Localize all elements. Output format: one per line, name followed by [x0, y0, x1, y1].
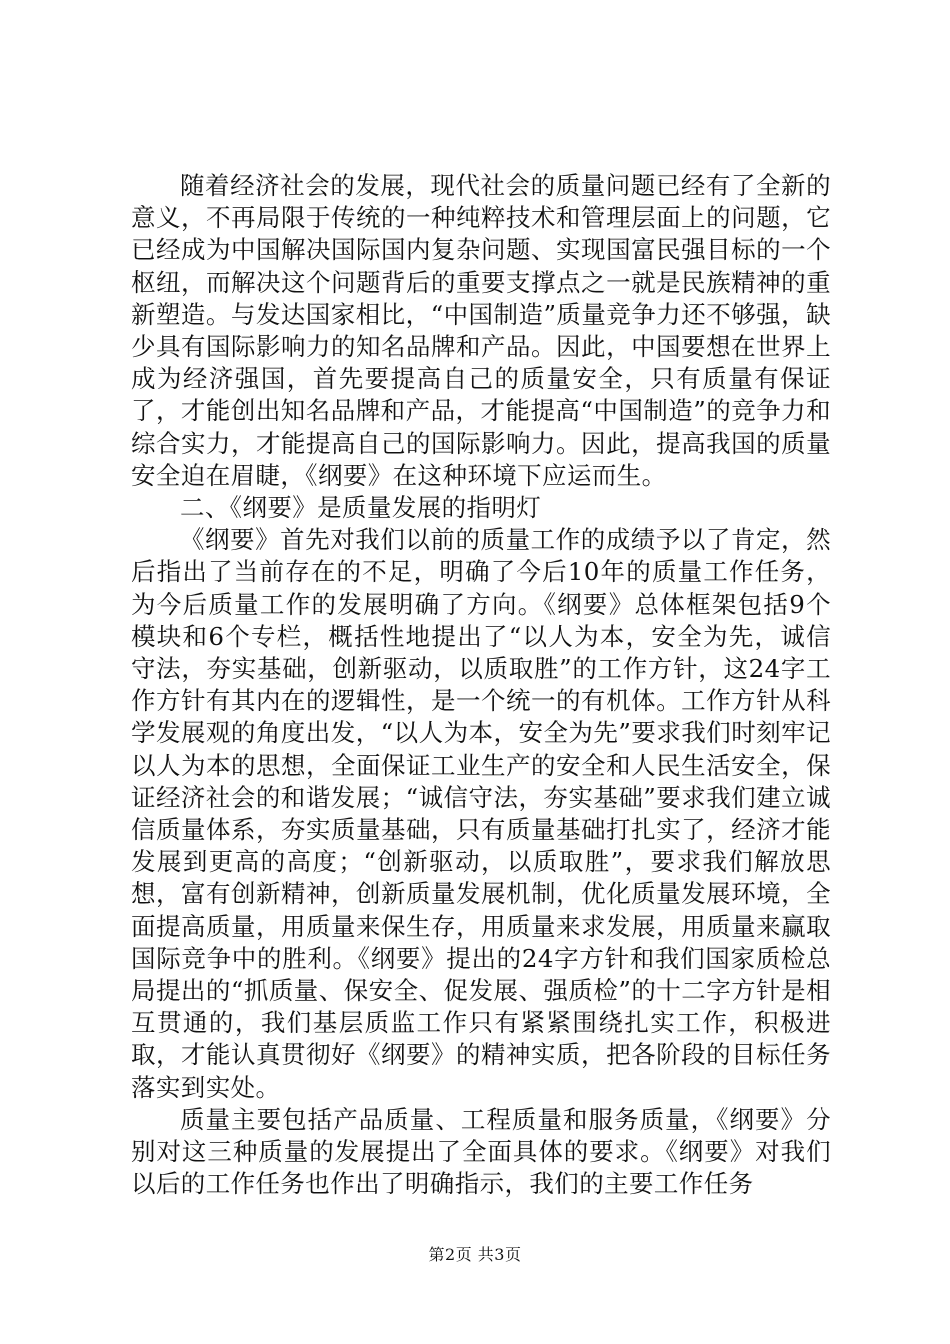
paragraph-outline: 《纲要》首先对我们以前的质量工作的成绩予以了肯定，然后指出了当前存在的不足，明确了今后10年的质量工作任务，为今后质量工作的发展明确了方向。《纲要》总体框架包括9个模块和6个专栏，概括性地提出了“以人为本，安全为先，诚信守法，夯实基础，创新驱动，以质取胜”的工作方针，这24字工作方针有其内在的逻辑性，是一个统一的有机体。工作方针从科学发展观的角度出发，“以人为本，安全为先”要求我们时刻牢记以人为本的思想，全面保证工业生产的安全和人民生活安全，保证经济社会的和谐发展；“诚信守法，夯实基础”要求我们建立诚信质量体系，夯实质量基础，只有质量基础打扎实了，经济才能发展到更高的高度；“创新驱动，以质取胜”，要求我们解放思想，富有创新精神，创新质量发展机制，优化质量发展环境，全面提高质量，用质量来保生存，用质量来求发展，用质量来赢取国际竞争中的胜利。《纲要》提出的24字方针和我们国家质检总局提出的“抓质量、保安全、促发展、强质检”的十二字方针是相互贯通的，我们基层质监工作只有紧紧围绕扎实工作，积极进取，才能认真贯彻好《纲要》的精神实质，把各阶段的目标任务落实到实处。: [131, 525, 831, 1102]
page-number-footer: 第2页 共3页: [428, 1245, 522, 1264]
document-body: [131, 170, 831, 1201]
paragraph-intro: 随着经济社会的发展，现代社会的质量问题已经有了全新的意义，不再局限于传统的一种纯粹技术和管理层面上的问题，它已经成为中国解决国际国内复杂问题、实现国富民强目标的一个枢纽，而解决这个问题背后的重要支撑点之一就是民族精神的重新塑造。与发达国家相比，“中国制造”质量竞争力还不够强，缺少具有国际影响力的知名品牌和产品。因此，中国要想在世界上成为经济强国，首先要提高自己的质量安全，只有质量有保证了，才能创出知名品牌和产品，才能提高“中国制造”的竞争力和综合实力，才能提高自己的国际影响力。因此，提高我国的质量安全迫在眉睫，《纲要》在这种环境下应运而生。: [131, 171, 831, 490]
paragraph-quality: 质量主要包括产品质量、工程质量和服务质量，《纲要》分别对这三种质量的发展提出了全面具体的要求。《纲要》对我们以后的工作任务也作出了明确指示，我们的主要工作任务: [131, 1104, 831, 1199]
section-heading: 二、《纲要》是质量发展的指明灯: [180, 493, 542, 523]
